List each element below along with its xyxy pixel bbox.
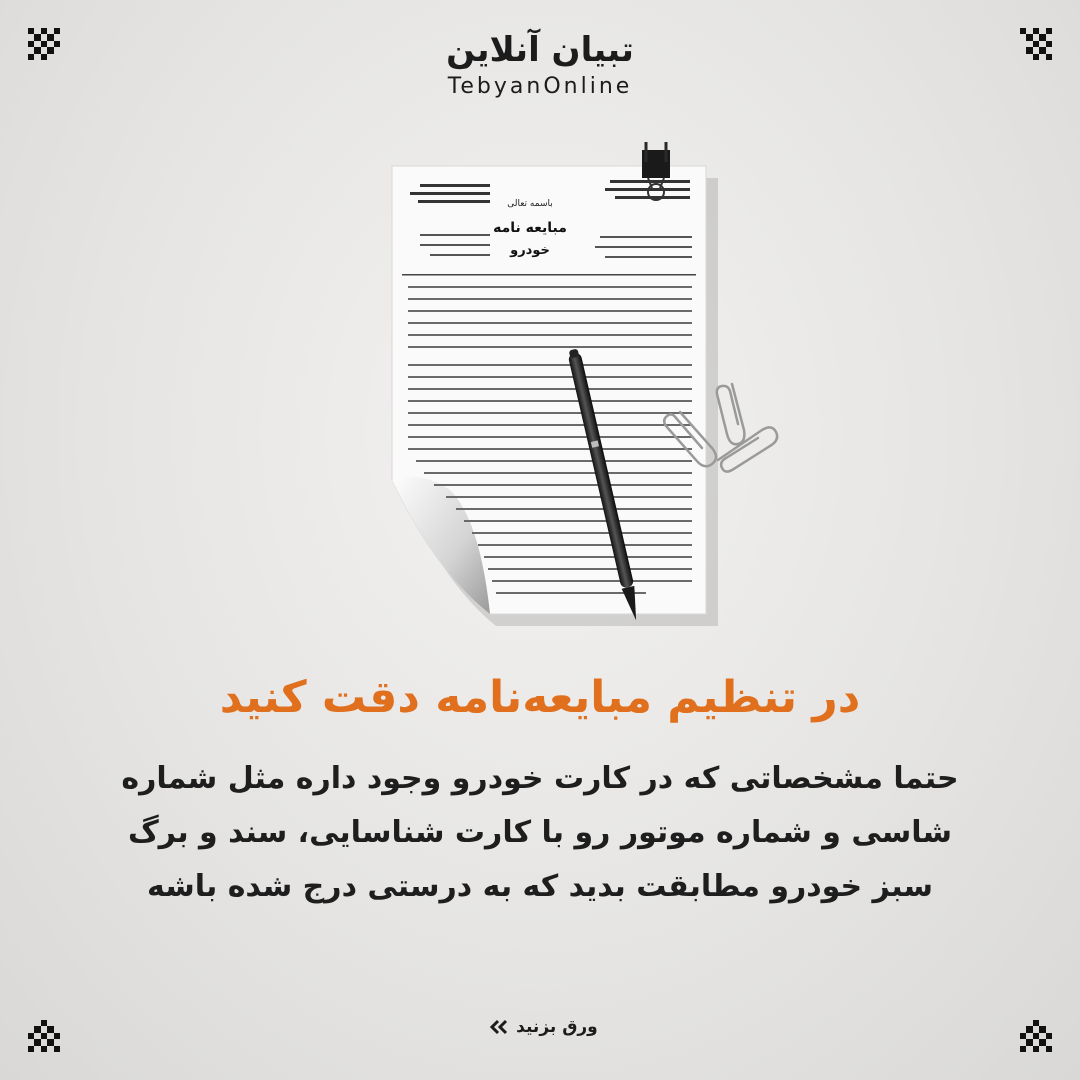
swipe-label: ورق بزنید [516, 1017, 598, 1037]
body-line-1: حتما مشخصاتی که در کارت خودرو وجود داره مثل شماره [121, 761, 959, 796]
document-title: مبایعه نامه [493, 220, 567, 236]
document-bismillah: باسمه تعالی [507, 199, 553, 209]
brand-name-fa: تبیان آنلاین [446, 30, 634, 70]
headline: در تنظیم مبایعه‌نامه دقت کنید [219, 672, 861, 723]
brand-logo [0, 28, 1080, 100]
swipe-hint[interactable] [0, 1014, 1080, 1040]
contract-illustration [380, 140, 800, 640]
body-line-2: شاسی و شماره موتور رو با کارت شناسایی، سند و برگ [127, 815, 953, 850]
brand-name-en: TebyanOnline [447, 74, 633, 99]
body-text [120, 752, 960, 914]
body-line-3: سبز خودرو مطابقت بدید که به درستی درج شده باشه [147, 869, 933, 904]
double-chevron-left-icon [488, 1019, 510, 1035]
document-subtitle: خودرو [510, 243, 550, 258]
